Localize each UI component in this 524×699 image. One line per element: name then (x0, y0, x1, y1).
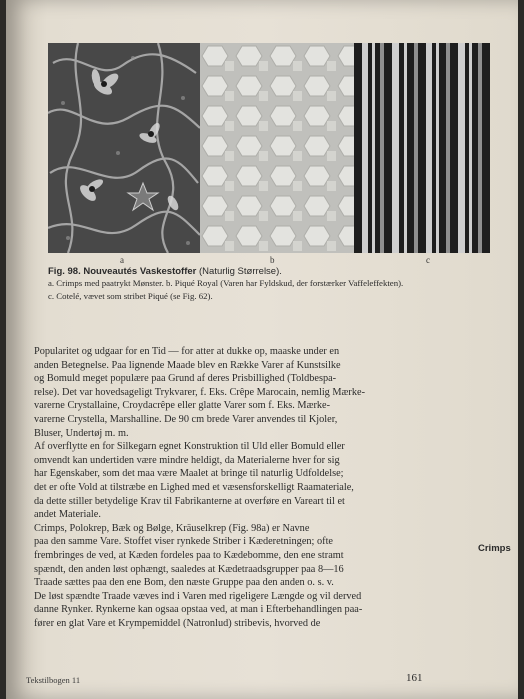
fabric-figure (48, 43, 490, 253)
margin-note-crimps: Crimps (478, 543, 511, 554)
body-line: varerne Crystella, Marshalline. De 90 cm brede Varer anvendes til Kjoler, (34, 413, 338, 425)
body-line: anden Betegnelse. Paa lignende Maade blev en Række Varer af Kunstsilke (34, 359, 341, 371)
caption-title-row (48, 266, 498, 277)
body-line: andet Materiale. (34, 509, 101, 521)
body-line: Af overflytte en for Silkegarn egnet Konstruktion til Uld eller Bomuld eller (34, 441, 345, 453)
paragraph-popularitet (34, 345, 472, 440)
figure-label-c: c (426, 255, 430, 265)
paragraph-silkegarn (34, 440, 472, 522)
body-line: paa den samme Vare. Stoffet viser rynkede Striber i Kæderetningen; ofte (34, 536, 333, 548)
body-line: det er ofte Vold at tilstræbe en Lighed med et væsensforskelligt Raamateriale, (34, 481, 354, 493)
page-number: 161 (406, 672, 423, 684)
body-line: varerne Crystallaine, Croydacrêpe eller glatte Varer som f. Eks. Mærke- (34, 400, 331, 412)
body-line: har Egenskaber, som det maa være Maalet at bringe til naturlig Udfoldelse; (34, 468, 344, 480)
fabric-swatch-pique-royal (200, 43, 354, 253)
caption-subtitle: (Naturlig Størrelse). (199, 266, 282, 277)
figure-label-b: b (270, 255, 275, 265)
body-line: Popularitet og udgaar for en Tid — for atter at dukke op, maaske under en (34, 346, 340, 357)
caption-title: Fig. 98. Nouveautés Vaskestoffer (48, 266, 197, 277)
paragraph-crimps (34, 522, 472, 631)
figure-label-a: a (120, 255, 124, 265)
caption-line-2: c. Cotelé, vævet som stribet Piqué (se Fig. 62). (48, 291, 213, 301)
body-line: Bluser, Undertøj m. m. (34, 427, 129, 439)
body-line: danne Rynker. Rynkerne kan ogsaa opstaa ved, at man i Efterbehandlingen paa- (34, 604, 363, 616)
body-line: da dette stiller betydelige Krav til Fabrikanterne at overføre en Vareart til et (34, 495, 345, 507)
body-line: relse). Det var hovedsageligt Trykvarer, f. Eks. Crêpe Marocain, nemlig Mærke- (34, 386, 365, 398)
fabric-swatch-cotele (354, 43, 490, 253)
body-line: De løst spændte Traade væves ind i Varen med rigeligere Længde og vil derved (34, 590, 362, 602)
body-line: omvendt kan undertiden være mindre heldigt, da Materialerne hver for sig (34, 454, 340, 466)
body-text (34, 345, 472, 630)
body-line: Traade sættes paa den ene Bom, den næste Gruppe paa den anden o. s. v. (34, 577, 334, 589)
body-line: og Bomuld meget populære paa Grund af deres Prisbillighed (Toldbespa- (34, 373, 337, 385)
footer-signature: Tekstilbogen 11 (26, 675, 81, 685)
fabric-swatch-crimps (48, 43, 200, 253)
body-line: frembringes de ved, at Kæden fordeles paa to Kædebomme, den ene stramt (34, 549, 344, 561)
book-page (6, 0, 518, 699)
body-line: spændt, den anden løst ophængt, saaledes at Kædetraadsgrupper paa 8—16 (34, 563, 344, 575)
body-line: Crimps, Polokrep, Bæk og Bølge, Kräuselkrep (Fig. 98a) er Navne (34, 522, 310, 534)
body-line: fører en glat Vare et Krympemiddel (Natronlud) stribevis, hvorved de (34, 617, 321, 629)
figure-caption (48, 266, 498, 303)
caption-line-1: a. Crimps med paatrykt Mønster. b. Piqué Royal (Varen har Fyldskud, der forstærker Vaffeleffekten). (48, 278, 404, 288)
